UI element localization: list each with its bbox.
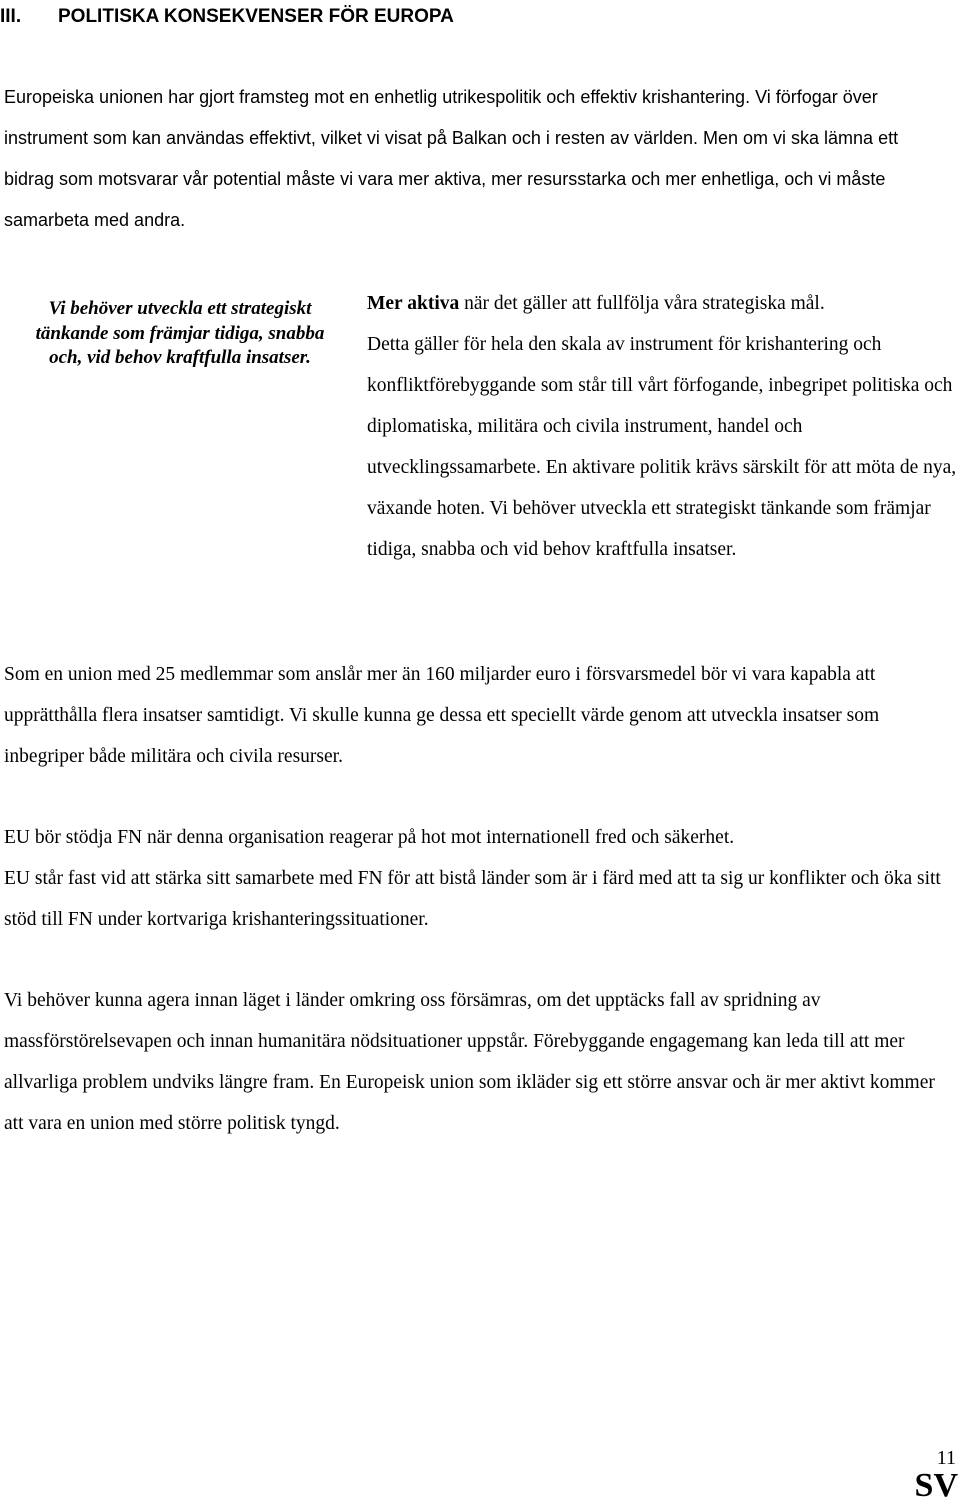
- prevent-paragraph: Vi behöver kunna agera innan läget i länder omkring oss försämras, om det upptäcks fall av spridning av massförstörelsevapen och innan humanitära nödsituationer uppstår. Förebyggande engagemang kan leda till att mer allvarliga problem undviks längre fram. En Europeisk union som ikläder sig ett större ansvar och är mer aktivt kommer att vara en union med större politisk tyngd.: [4, 990, 935, 1134]
- section-title: POLITISKA KONSEKVENSER FÖR EUROPA: [58, 6, 454, 27]
- active-lead-rest: när det gäller att fullfölja våra strategiska mål.: [459, 293, 825, 314]
- section-number: III.: [0, 6, 22, 27]
- language-code: SV: [914, 1467, 958, 1504]
- union-paragraph: Som en union med 25 medlemmar som anslår mer än 160 miljarder euro i försvarsmedel bör vi vara kapabla att upprätthålla flera insatser samtidigt. Vi skulle kunna ge dessa ett speciellt värde genom att utveckla insatser som inbegriper både militära och civila resurser.: [4, 664, 880, 767]
- pull-quote: Vi behöver utveckla ett strategiskt tänkande som främjar tidiga, snabba och, vid behov kraftfulla insatser.: [35, 298, 325, 368]
- un-paragraph-2: EU står fast vid att stärka sitt samarbete med FN för att bistå länder som är i färd med att ta sig ur konflikter och öka sitt stöd till FN under kortvariga krishanteringssituationer.: [4, 868, 941, 930]
- active-body: Detta gäller för hela den skala av instrument för krishantering och konfliktförebyggande som står till vårt förfogande, inbegripet politiska och diplomatiska, militära och civila instrument, handel och utvecklingssamarbete. En aktivare politik krävs särskilt för att möta de nya, växande hoten. Vi behöver utveckla ett strategiskt tänkande som främjar tidiga, snabba och vid behov kraftfulla insatser.: [367, 334, 957, 560]
- section-heading: [0, 6, 454, 28]
- intro-paragraph: Europeiska unionen har gjort framsteg mot en enhetlig utrikespolitik och effektiv krishantering. Vi förfogar över instrument som kan användas effektivt, vilket vi visat på Balkan och i resten av världen. Men om vi ska lämna ett bidrag som motsvarar vår potential måste vi vara mer aktiva, mer resursstarka och mer enhetliga, och vi måste samarbeta med andra.: [4, 87, 899, 230]
- page-number: 11: [936, 1447, 956, 1469]
- un-paragraph-1: EU bör stödja FN när denna organisation reagerar på hot mot internationell fred och säkerhet.: [4, 827, 735, 848]
- active-paragraph: [367, 283, 959, 570]
- active-lead-bold: Mer aktiva: [367, 293, 460, 314]
